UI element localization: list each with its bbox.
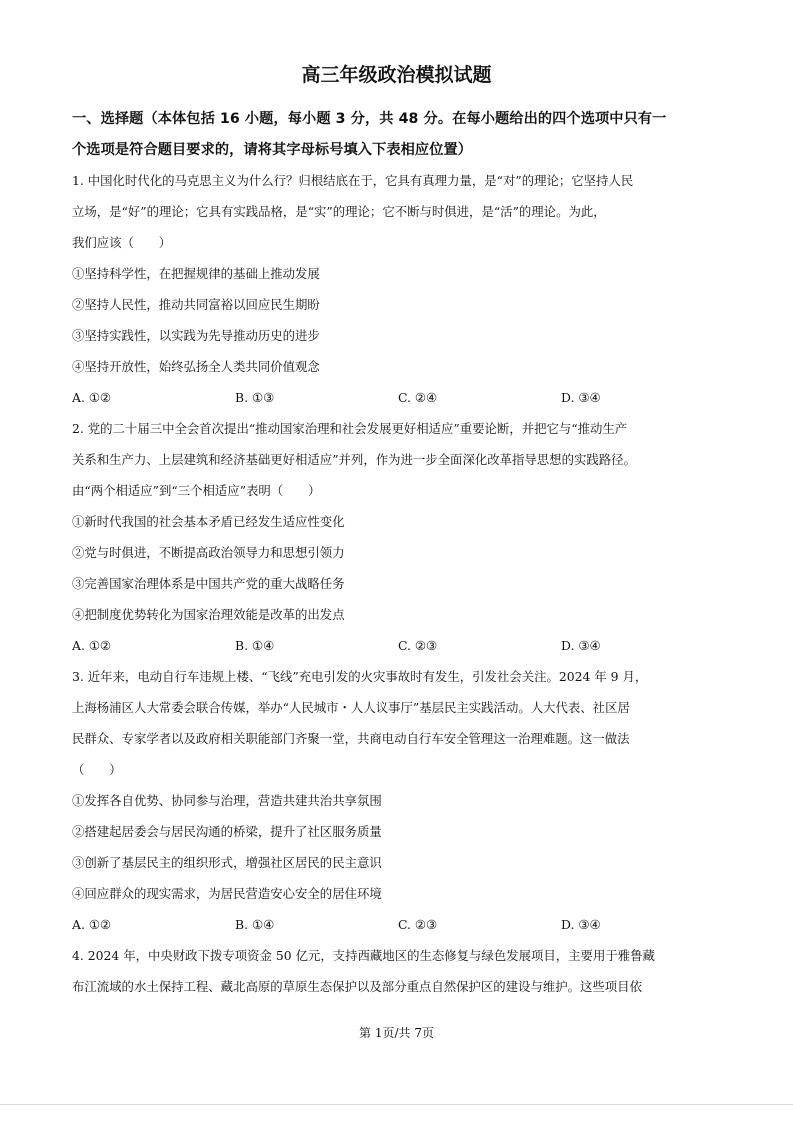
question-stem: [72, 165, 724, 258]
questions-body: [72, 165, 724, 1002]
option-b: B. ①④: [235, 917, 275, 932]
question-3: [72, 661, 724, 940]
stem-line: 关系和生产力、上层建筑和经济基础更好相适应”并列，作为进一步全面深化改革指导思想的实践路径。: [72, 452, 636, 467]
section-heading-line: 一、选择题（本体包括 16 小题，每小题 3 分，共 48 分。在每小题给出的四个选项中只有一: [72, 111, 667, 127]
question-stem: [72, 940, 724, 1002]
stem-line: 1. 中国化时代化的马克思主义为什么行？归根结底在于，它具有真理力量，是“对”的理论；它坚持人民: [72, 173, 634, 188]
stem-line: （ ）: [72, 762, 122, 777]
option-d: D. ③④: [561, 638, 601, 653]
option-a: A. ①②: [72, 638, 112, 653]
stem-line: 2. 党的二十届三中全会首次提出“推动国家治理和社会发展更好相适应”重要论断，并把它与“推动生产: [72, 421, 628, 436]
question-1: [72, 165, 724, 413]
stem-line: 由“两个相适应”到“三个相适应”表明（ ）: [72, 483, 321, 498]
section-heading-line: 个选项是符合题目要求的，请将其字母标号填入下表相应位置）: [72, 142, 473, 158]
statement: ③创新了基层民主的组织形式，增强社区居民的民主意识: [72, 855, 382, 870]
stem-line: 我们应该（ ）: [72, 235, 172, 250]
stem-line: 民群众、专家学者以及政府相关职能部门齐聚一堂，共商电动自行车安全管理这一治理难题。这一做法: [72, 731, 630, 746]
question-4: [72, 940, 724, 1002]
option-c: C. ②③: [398, 638, 438, 653]
stem-line: 4. 2024 年，中央财政下拨专项资金 50 亿元，支持西藏地区的生态修复与绿色发展项目，主要用于雅鲁藏: [72, 948, 655, 963]
statement: ②坚持人民性，推动共同富裕以回应民生期盼: [72, 297, 320, 312]
statement: ③坚持实践性，以实践为先导推动历史的进步: [72, 328, 320, 343]
stem-line: 布江流域的水土保持工程、藏北高原的草原生态保护以及部分重点自然保护区的建设与维护。这些项目依: [72, 979, 642, 994]
page-number: 第 1页/共 7页: [359, 1026, 434, 1040]
statement: ②搭建起居委会与居民沟通的桥梁，提升了社区服务质量: [72, 824, 382, 839]
statement: ①新时代我国的社会基本矛盾已经发生适应性变化: [72, 514, 345, 529]
section-heading: [72, 104, 722, 166]
statement: ④回应群众的现实需求，为居民营造安心安全的居住环境: [72, 886, 382, 901]
answer-options: [72, 382, 724, 413]
question-stem: [72, 661, 724, 785]
statement: ④把制度优势转化为国家治理效能是改革的出发点: [72, 607, 345, 622]
page-bottom-divider: [0, 1104, 793, 1105]
answer-options: [72, 630, 724, 661]
option-b: B. ①④: [235, 638, 275, 653]
statement: ①坚持科学性，在把握规律的基础上推动发展: [72, 266, 320, 281]
statement: ②党与时俱进，不断提高政治领导力和思想引领力: [72, 545, 345, 560]
option-b: B. ①③: [235, 390, 275, 405]
answer-options: [72, 909, 724, 940]
statement: ④坚持开放性，始终弘扬全人类共同价值观念: [72, 359, 320, 374]
stem-line: 3. 近年来，电动自行车违规上楼、“飞线”充电引发的火灾事故时有发生，引发社会关注。2024 年 9 月，: [72, 669, 648, 684]
option-a: A. ①②: [72, 917, 112, 932]
question-2: [72, 413, 724, 661]
question-stem: [72, 413, 724, 506]
statement: ①发挥各自优势、协同参与治理，营造共建共治共享氛围: [72, 793, 382, 808]
option-a: A. ①②: [72, 390, 112, 405]
option-d: D. ③④: [561, 390, 601, 405]
option-c: C. ②④: [398, 390, 438, 405]
stem-line: 上海杨浦区人大常委会联合传媒，举办“人民城市・人人议事厅”基层民主实践活动。人大代表、社区居: [72, 700, 630, 715]
statement: ③完善国家治理体系是中国共产党的重大战略任务: [72, 576, 345, 591]
stem-line: 立场，是“好”的理论；它具有实践品格，是“实”的理论；它不断与时俱进，是“活”的理论。为此，: [72, 204, 606, 219]
page-title: 高三年级政治模拟试题: [301, 64, 492, 86]
option-d: D. ③④: [561, 917, 601, 932]
option-c: C. ②③: [398, 917, 438, 932]
